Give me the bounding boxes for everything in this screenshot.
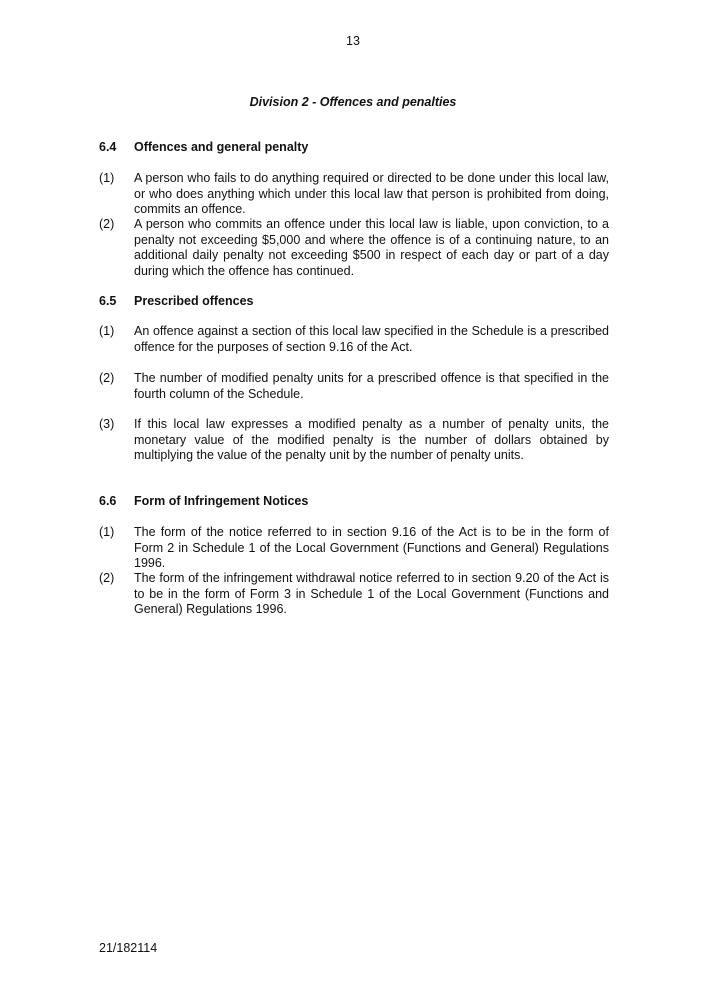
section-title: Form of Infringement Notices bbox=[134, 494, 309, 508]
clause-number: (1) bbox=[99, 324, 115, 338]
section-heading-6-5 bbox=[99, 294, 254, 308]
section-number: 6.6 bbox=[99, 494, 117, 508]
section-heading-6-6 bbox=[99, 494, 308, 508]
clause-number: (2) bbox=[99, 217, 115, 231]
clause-number: (3) bbox=[99, 417, 115, 431]
clause-6-5-2 bbox=[99, 371, 609, 402]
clause-6-5-1 bbox=[99, 324, 609, 355]
page-number: 13 bbox=[346, 34, 360, 48]
clause-text: A person who fails to do anything required or directed to be done under this local law, or who does anything which under this local law that person is prohibited from doing, commits an offence. bbox=[134, 171, 609, 216]
clause-6-4-2 bbox=[99, 217, 609, 279]
clause-6-4-1 bbox=[99, 171, 609, 218]
clause-text: The form of the infringement withdrawal notice referred to in section 9.20 of the Act is to be in the form of Form 3 in Schedule 1 of the Local Government (Functions and General) Regulations 1996. bbox=[134, 571, 609, 616]
clause-number: (2) bbox=[99, 371, 115, 385]
clause-text: The number of modified penalty units for a prescribed offence is that specified in the fourth column of the Schedule. bbox=[134, 371, 609, 401]
clause-text: If this local law expresses a modified penalty as a number of penalty units, the monetary value of the modified penalty is the number of dollars obtained by multiplying the value of the penalty unit by the number of penalty units. bbox=[134, 417, 609, 462]
document-reference: 21/182114 bbox=[99, 941, 158, 955]
clause-text: The form of the notice referred to in section 9.16 of the Act is to be in the form of Form 2 in Schedule 1 of the Local Government (Functions and General) Regulations 1996. bbox=[134, 525, 609, 570]
clause-number: (2) bbox=[99, 571, 115, 585]
clause-number: (1) bbox=[99, 525, 115, 539]
section-number: 6.4 bbox=[99, 140, 117, 154]
section-title: Offences and general penalty bbox=[134, 140, 309, 154]
clause-6-6-2 bbox=[99, 571, 609, 618]
section-heading-6-4 bbox=[99, 140, 308, 154]
clause-number: (1) bbox=[99, 171, 115, 185]
clause-text: An offence against a section of this local law specified in the Schedule is a prescribed offence for the purposes of section 9.16 of the Act. bbox=[134, 324, 609, 354]
section-title: Prescribed offences bbox=[134, 294, 254, 308]
clause-text: A person who commits an offence under this local law is liable, upon conviction, to a penalty not exceeding $5,000 and where the offence is of a continuing nature, to an additional daily penalty not exceeding $500 in respect of each day or part of a day during which the offence has continued. bbox=[134, 217, 609, 278]
section-number: 6.5 bbox=[99, 294, 117, 308]
clause-6-6-1 bbox=[99, 525, 609, 572]
clause-6-5-3 bbox=[99, 417, 609, 464]
division-title: Division 2 - Offences and penalties bbox=[249, 95, 457, 109]
